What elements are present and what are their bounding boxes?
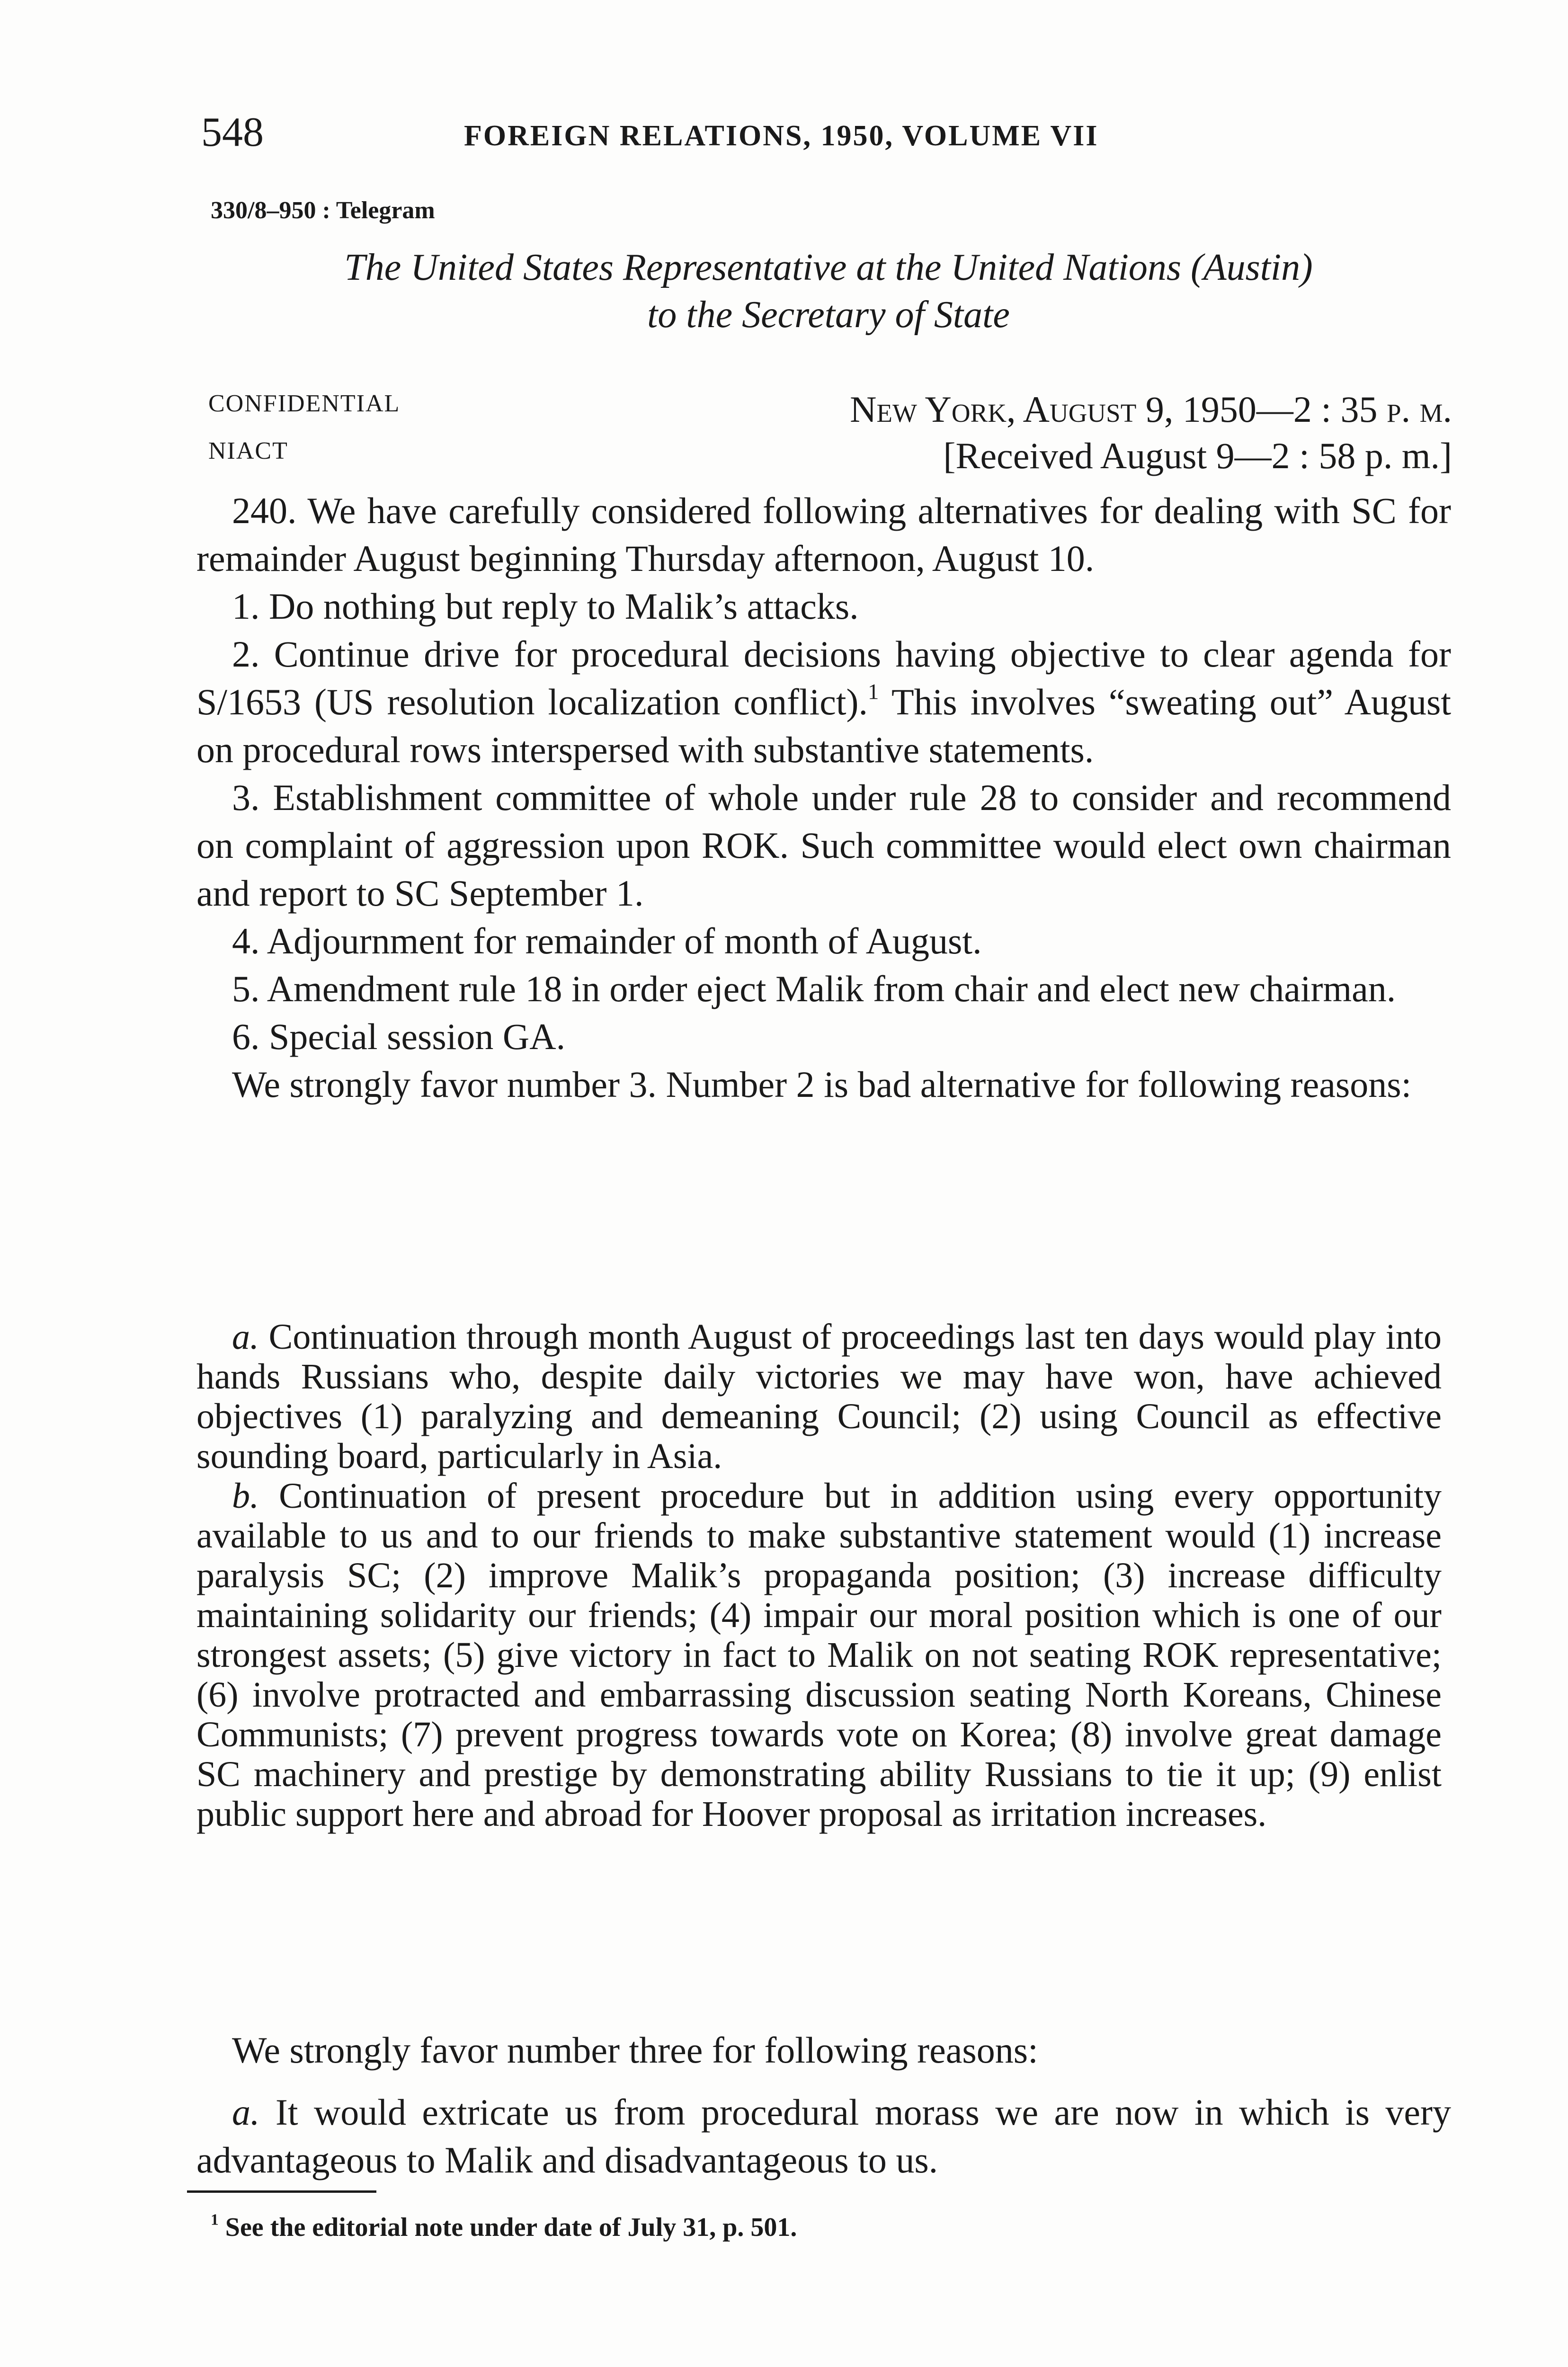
reason-a	[196, 1317, 1442, 1476]
favor-three-paragraph: We strongly favor number three for following reasons:	[232, 2029, 1038, 2071]
footnote-ref: 1	[868, 679, 879, 704]
telegram-body	[196, 487, 1451, 1108]
priority: NIACT	[208, 437, 288, 464]
classification: CONFIDENTIAL	[208, 390, 401, 417]
alternative-1: 1. Do nothing but reply to Malik’s attacks.	[232, 586, 859, 627]
reason-a-label: a.	[232, 1317, 259, 1357]
three-reason-a-text: It would extricate us from procedural morass we are now in which is very advantageous to Malik and disadvantageous to us.	[196, 2091, 1451, 2180]
reasons-against	[196, 1317, 1442, 1834]
document-title-line-2: to the Secretary of State	[647, 294, 1010, 336]
three-reason-a	[196, 2088, 1451, 2184]
intro-paragraph: 240. We have carefully considered following alternatives for dealing with SC for remainder August beginning Thursday afternoon, August 10.	[196, 490, 1451, 579]
document-title-line-1: The United States Representative at the United Nations (Austin)	[344, 247, 1313, 288]
document-file-number: 330/8–950 : Telegram	[211, 197, 435, 224]
footnote-text: See the editorial note under date of July 31, p. 501.	[218, 2213, 797, 2242]
place-date: New York, August 9, 1950—2 : 35 p. m.	[850, 389, 1452, 430]
alternative-5: 5. Amendment rule 18 in order eject Malik from chair and elect new chairman.	[232, 968, 1396, 1009]
running-head	[201, 107, 1442, 159]
received-date: [Received August 9—2 : 58 p. m.]	[943, 435, 1452, 476]
reasons-for	[196, 2026, 1451, 2184]
page-number: 548	[201, 109, 264, 155]
reason-b-label: b.	[232, 1476, 259, 1516]
favor-paragraph: We strongly favor number 3. Number 2 is bad alternative for following reasons:	[232, 1064, 1412, 1105]
running-title: FOREIGN RELATIONS, 1950, VOLUME VII	[464, 120, 1099, 152]
document-title	[204, 244, 1453, 338]
reason-b	[196, 1476, 1442, 1834]
alternative-4: 4. Adjournment for remainder of month of August.	[232, 920, 982, 961]
alternative-3: 3. Establishment committee of whole under rule 28 to consider and recommend on complaint of aggression upon ROK. Such committee would elect own chairman and report to SC September 1.	[196, 777, 1451, 914]
footnote	[211, 2208, 797, 2246]
three-reason-a-label: a.	[232, 2091, 260, 2133]
alternative-2-continued: This involves “sweating out” August on procedural rows interspersed with substantive statements.	[196, 681, 1452, 770]
alternative-2	[196, 630, 1451, 774]
footnote-divider	[187, 2190, 376, 2193]
reason-b-text: Continuation of present procedure but in addition using every opportunity available to us and to our friends to make substantive statement would (1) increase paralysis SC; (2) improve Malik’s propaganda position; (3) increase difficulty maintaining solidarity our friends; (4) impair our moral position which is one of our strongest assets; (5) give victory in fact to Malik on not seating ROK representative; (6) involve protracted and embarrassing discussion seating North Koreans, Chinese Communists; (7) prevent progress towards vote on Korea; (8) involve great damage SC machinery and prestige by demonstrating ability Russians to tie it up; (9) enlist public support here and abroad for Hoover proposal as irritation increases.	[196, 1476, 1442, 1834]
alternative-6: 6. Special session GA.	[232, 1016, 566, 1057]
alternative-2-text: 2. Continue drive for procedural decisions having objective to clear agenda for S/1653 (US resolution localization conflict).	[196, 633, 1451, 722]
footnote-marker: 1	[211, 2211, 219, 2229]
reason-a-text: Continuation through month August of proceedings last ten days would play into hands Russians who, despite daily victories we may have won, have achieved objectives (1) paralyzing and demeaning Council; (2) using Council as effective sounding board, particularly in Asia.	[196, 1317, 1442, 1476]
